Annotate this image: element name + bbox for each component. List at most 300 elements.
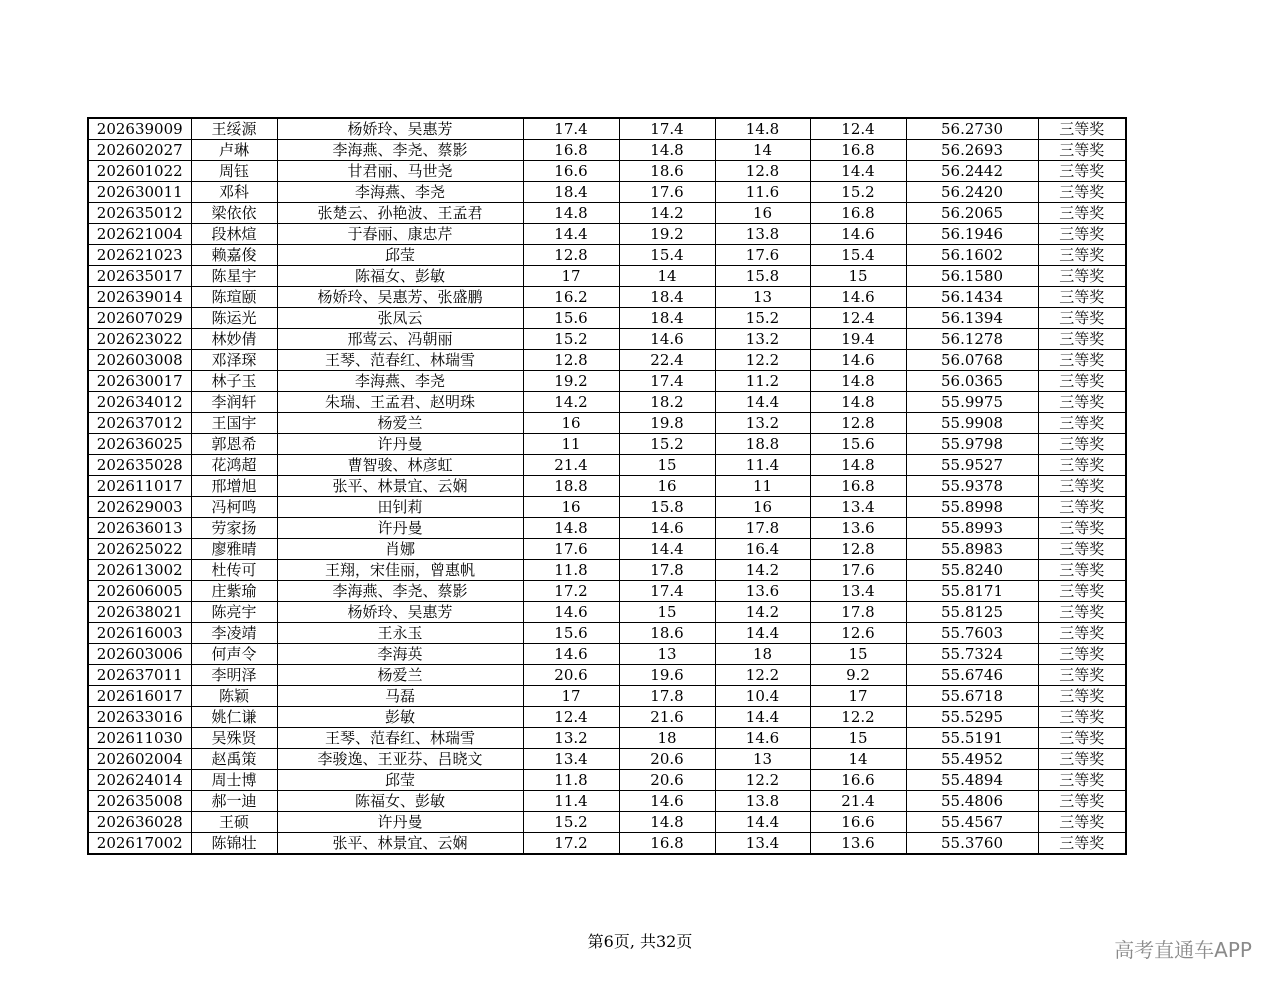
score-2-cell: 21.6	[619, 707, 715, 728]
total-score-cell: 56.2420	[906, 182, 1038, 203]
award-cell: 三等奖	[1038, 455, 1126, 476]
table-row	[88, 791, 1126, 812]
score-4-cell: 14.6	[810, 350, 906, 371]
score-3-cell: 16.4	[715, 539, 810, 560]
student-name-cell: 花鸿超	[191, 455, 277, 476]
table-row	[88, 266, 1126, 287]
score-3-cell: 12.2	[715, 665, 810, 686]
score-3-cell: 18	[715, 644, 810, 665]
table-row	[88, 476, 1126, 497]
table-row	[88, 749, 1126, 770]
award-cell: 三等奖	[1038, 287, 1126, 308]
student-id-cell: 202601022	[88, 161, 191, 182]
award-cell: 三等奖	[1038, 203, 1126, 224]
score-1-cell: 11.8	[523, 560, 619, 581]
score-4-cell: 12.2	[810, 707, 906, 728]
teachers-cell: 杨娇玲、吴惠芳、张盛鹏	[277, 287, 523, 308]
score-3-cell: 10.4	[715, 686, 810, 707]
student-name-cell: 邓科	[191, 182, 277, 203]
award-cell: 三等奖	[1038, 728, 1126, 749]
score-2-cell: 19.8	[619, 413, 715, 434]
teachers-cell: 李骏逸、王亚芬、吕晓文	[277, 749, 523, 770]
table-row	[88, 329, 1126, 350]
score-2-cell: 17.8	[619, 686, 715, 707]
score-1-cell: 17	[523, 686, 619, 707]
score-2-cell: 15.4	[619, 245, 715, 266]
student-name-cell: 陈运光	[191, 308, 277, 329]
student-id-cell: 202611030	[88, 728, 191, 749]
table-row	[88, 224, 1126, 245]
table-row	[88, 623, 1126, 644]
student-name-cell: 赵禹策	[191, 749, 277, 770]
table-row	[88, 560, 1126, 581]
award-cell: 三等奖	[1038, 140, 1126, 161]
score-1-cell: 13.4	[523, 749, 619, 770]
score-2-cell: 19.6	[619, 665, 715, 686]
total-score-cell: 55.4567	[906, 812, 1038, 833]
total-score-cell: 55.8993	[906, 518, 1038, 539]
score-1-cell: 15.6	[523, 308, 619, 329]
teachers-cell: 杨娇玲、吴惠芳	[277, 602, 523, 623]
total-score-cell: 55.8983	[906, 539, 1038, 560]
total-score-cell: 56.1580	[906, 266, 1038, 287]
student-name-cell: 李润轩	[191, 392, 277, 413]
score-1-cell: 16.8	[523, 140, 619, 161]
table-row	[88, 287, 1126, 308]
table-row	[88, 686, 1126, 707]
score-2-cell: 13	[619, 644, 715, 665]
score-2-cell: 14.6	[619, 518, 715, 539]
score-4-cell: 15	[810, 266, 906, 287]
student-name-cell: 卢琳	[191, 140, 277, 161]
score-1-cell: 17	[523, 266, 619, 287]
table-row	[88, 644, 1126, 665]
total-score-cell: 56.1946	[906, 224, 1038, 245]
award-cell: 三等奖	[1038, 539, 1126, 560]
score-2-cell: 16.8	[619, 833, 715, 855]
score-3-cell: 15.2	[715, 308, 810, 329]
score-2-cell: 14.6	[619, 329, 715, 350]
teachers-cell: 邱莹	[277, 245, 523, 266]
score-4-cell: 15.4	[810, 245, 906, 266]
score-2-cell: 17.6	[619, 182, 715, 203]
score-4-cell: 21.4	[810, 791, 906, 812]
score-1-cell: 12.8	[523, 245, 619, 266]
student-name-cell: 何声令	[191, 644, 277, 665]
total-score-cell: 55.9975	[906, 392, 1038, 413]
table-row	[88, 455, 1126, 476]
student-id-cell: 202602027	[88, 140, 191, 161]
score-3-cell: 14	[715, 140, 810, 161]
score-1-cell: 16	[523, 413, 619, 434]
teachers-cell: 彭敏	[277, 707, 523, 728]
score-4-cell: 14.6	[810, 287, 906, 308]
total-score-cell: 56.1394	[906, 308, 1038, 329]
score-1-cell: 15.2	[523, 329, 619, 350]
table-row	[88, 833, 1126, 855]
total-score-cell: 55.9798	[906, 434, 1038, 455]
score-1-cell: 18.8	[523, 476, 619, 497]
student-id-cell: 202636025	[88, 434, 191, 455]
student-name-cell: 邢增旭	[191, 476, 277, 497]
score-2-cell: 18.4	[619, 308, 715, 329]
student-name-cell: 陈锦壮	[191, 833, 277, 855]
award-cell: 三等奖	[1038, 434, 1126, 455]
watermark-text: 高考直通车APP	[1114, 938, 1252, 962]
score-1-cell: 14.8	[523, 203, 619, 224]
student-name-cell: 梁依依	[191, 203, 277, 224]
teachers-cell: 李海燕、李尧	[277, 182, 523, 203]
score-1-cell: 17.6	[523, 539, 619, 560]
teachers-cell: 李海燕、李尧、蔡影	[277, 581, 523, 602]
student-id-cell: 202639014	[88, 287, 191, 308]
score-2-cell: 17.8	[619, 560, 715, 581]
table-row	[88, 371, 1126, 392]
teachers-cell: 朱瑞、王孟君、赵明珠	[277, 392, 523, 413]
score-2-cell: 17.4	[619, 118, 715, 140]
table-row	[88, 581, 1126, 602]
score-3-cell: 11.6	[715, 182, 810, 203]
award-cell: 三等奖	[1038, 118, 1126, 140]
score-2-cell: 14.6	[619, 791, 715, 812]
table-row	[88, 497, 1126, 518]
student-id-cell: 202637012	[88, 413, 191, 434]
student-id-cell: 202639009	[88, 118, 191, 140]
table-row	[88, 413, 1126, 434]
student-name-cell: 林妙倩	[191, 329, 277, 350]
score-1-cell: 17.2	[523, 581, 619, 602]
teachers-cell: 李海燕、李尧、蔡影	[277, 140, 523, 161]
teachers-cell: 王琴、范春红、林瑞雪	[277, 350, 523, 371]
total-score-cell: 56.1602	[906, 245, 1038, 266]
score-3-cell: 13.8	[715, 224, 810, 245]
total-score-cell: 56.2693	[906, 140, 1038, 161]
score-1-cell: 11.4	[523, 791, 619, 812]
student-name-cell: 陈瑄颐	[191, 287, 277, 308]
score-1-cell: 17.4	[523, 118, 619, 140]
student-id-cell: 202635028	[88, 455, 191, 476]
student-id-cell: 202623022	[88, 329, 191, 350]
teachers-cell: 王翔，宋佳丽，曾惠帆	[277, 560, 523, 581]
award-cell: 三等奖	[1038, 266, 1126, 287]
total-score-cell: 55.3760	[906, 833, 1038, 855]
student-id-cell: 202624014	[88, 770, 191, 791]
total-score-cell: 56.1278	[906, 329, 1038, 350]
teachers-cell: 陈福女、彭敏	[277, 791, 523, 812]
teachers-cell: 杨娇玲、吴惠芳	[277, 118, 523, 140]
award-cell: 三等奖	[1038, 518, 1126, 539]
score-1-cell: 15.2	[523, 812, 619, 833]
score-4-cell: 12.4	[810, 118, 906, 140]
score-3-cell: 14.2	[715, 602, 810, 623]
score-3-cell: 16	[715, 203, 810, 224]
teachers-cell: 马磊	[277, 686, 523, 707]
teachers-cell: 甘君丽、马世尧	[277, 161, 523, 182]
score-3-cell: 14.2	[715, 560, 810, 581]
total-score-cell: 55.4806	[906, 791, 1038, 812]
total-score-cell: 55.5295	[906, 707, 1038, 728]
student-id-cell: 202635017	[88, 266, 191, 287]
teachers-cell: 许丹曼	[277, 518, 523, 539]
student-id-cell: 202635008	[88, 791, 191, 812]
table-row	[88, 518, 1126, 539]
score-1-cell: 16.2	[523, 287, 619, 308]
score-4-cell: 12.8	[810, 539, 906, 560]
score-4-cell: 15.6	[810, 434, 906, 455]
student-name-cell: 陈颖	[191, 686, 277, 707]
score-1-cell: 13.2	[523, 728, 619, 749]
student-name-cell: 王国宇	[191, 413, 277, 434]
student-id-cell: 202611017	[88, 476, 191, 497]
score-4-cell: 14.8	[810, 455, 906, 476]
table-row	[88, 350, 1126, 371]
score-3-cell: 11.2	[715, 371, 810, 392]
student-name-cell: 姚仁谦	[191, 707, 277, 728]
score-1-cell: 17.2	[523, 833, 619, 855]
score-1-cell: 14.4	[523, 224, 619, 245]
score-4-cell: 19.4	[810, 329, 906, 350]
score-3-cell: 13.2	[715, 329, 810, 350]
teachers-cell: 张平、林景宜、云娴	[277, 476, 523, 497]
award-cell: 三等奖	[1038, 161, 1126, 182]
teachers-cell: 许丹曼	[277, 434, 523, 455]
student-id-cell: 202630017	[88, 371, 191, 392]
score-3-cell: 11	[715, 476, 810, 497]
score-3-cell: 13.6	[715, 581, 810, 602]
table-row	[88, 728, 1126, 749]
student-id-cell: 202617002	[88, 833, 191, 855]
award-cell: 三等奖	[1038, 644, 1126, 665]
student-name-cell: 庄紫瑜	[191, 581, 277, 602]
student-id-cell: 202630011	[88, 182, 191, 203]
student-id-cell: 202603006	[88, 644, 191, 665]
table-row	[88, 182, 1126, 203]
student-id-cell: 202621023	[88, 245, 191, 266]
score-1-cell: 16.6	[523, 161, 619, 182]
score-4-cell: 15	[810, 728, 906, 749]
student-name-cell: 吴殊贤	[191, 728, 277, 749]
award-cell: 三等奖	[1038, 791, 1126, 812]
award-cell: 三等奖	[1038, 245, 1126, 266]
table-row	[88, 434, 1126, 455]
score-3-cell: 13	[715, 287, 810, 308]
score-2-cell: 16	[619, 476, 715, 497]
student-id-cell: 202636028	[88, 812, 191, 833]
student-id-cell: 202638021	[88, 602, 191, 623]
score-2-cell: 15	[619, 602, 715, 623]
score-2-cell: 14	[619, 266, 715, 287]
score-2-cell: 20.6	[619, 770, 715, 791]
score-1-cell: 19.2	[523, 371, 619, 392]
score-3-cell: 14.4	[715, 623, 810, 644]
student-id-cell: 202634012	[88, 392, 191, 413]
teachers-cell: 于春丽、康忠芹	[277, 224, 523, 245]
score-3-cell: 12.2	[715, 770, 810, 791]
score-2-cell: 15.2	[619, 434, 715, 455]
score-4-cell: 14.4	[810, 161, 906, 182]
score-2-cell: 18.6	[619, 161, 715, 182]
award-cell: 三等奖	[1038, 560, 1126, 581]
score-4-cell: 13.4	[810, 497, 906, 518]
score-4-cell: 15.2	[810, 182, 906, 203]
award-cell: 三等奖	[1038, 623, 1126, 644]
score-4-cell: 16.6	[810, 812, 906, 833]
teachers-cell: 杨爱兰	[277, 413, 523, 434]
student-id-cell: 202633016	[88, 707, 191, 728]
score-3-cell: 17.8	[715, 518, 810, 539]
score-2-cell: 17.4	[619, 371, 715, 392]
score-3-cell: 11.4	[715, 455, 810, 476]
table-row	[88, 770, 1126, 791]
total-score-cell: 55.9378	[906, 476, 1038, 497]
score-3-cell: 13	[715, 749, 810, 770]
student-id-cell: 202602004	[88, 749, 191, 770]
table-row	[88, 539, 1126, 560]
score-2-cell: 14.2	[619, 203, 715, 224]
score-3-cell: 12.2	[715, 350, 810, 371]
score-4-cell: 12.6	[810, 623, 906, 644]
student-name-cell: 李明泽	[191, 665, 277, 686]
total-score-cell: 56.2730	[906, 118, 1038, 140]
score-3-cell: 14.4	[715, 392, 810, 413]
teachers-cell: 杨爱兰	[277, 665, 523, 686]
score-2-cell: 14.8	[619, 812, 715, 833]
student-name-cell: 陈星宇	[191, 266, 277, 287]
award-cell: 三等奖	[1038, 812, 1126, 833]
table-row	[88, 602, 1126, 623]
score-3-cell: 15.8	[715, 266, 810, 287]
score-4-cell: 14	[810, 749, 906, 770]
award-cell: 三等奖	[1038, 581, 1126, 602]
score-3-cell: 14.4	[715, 707, 810, 728]
award-cell: 三等奖	[1038, 833, 1126, 855]
total-score-cell: 55.7324	[906, 644, 1038, 665]
score-2-cell: 18.2	[619, 392, 715, 413]
score-3-cell: 12.8	[715, 161, 810, 182]
score-4-cell: 16.8	[810, 140, 906, 161]
student-name-cell: 赖嘉俊	[191, 245, 277, 266]
student-id-cell: 202606005	[88, 581, 191, 602]
student-id-cell: 202616017	[88, 686, 191, 707]
table-row	[88, 118, 1126, 140]
score-1-cell: 11	[523, 434, 619, 455]
award-cell: 三等奖	[1038, 371, 1126, 392]
student-id-cell: 202629003	[88, 497, 191, 518]
score-1-cell: 20.6	[523, 665, 619, 686]
total-score-cell: 55.8125	[906, 602, 1038, 623]
student-name-cell: 冯柯鸣	[191, 497, 277, 518]
award-cell: 三等奖	[1038, 308, 1126, 329]
total-score-cell: 55.8240	[906, 560, 1038, 581]
total-score-cell: 55.4894	[906, 770, 1038, 791]
student-name-cell: 廖雅晴	[191, 539, 277, 560]
total-score-cell: 55.8171	[906, 581, 1038, 602]
student-id-cell: 202613002	[88, 560, 191, 581]
score-2-cell: 17.4	[619, 581, 715, 602]
total-score-cell: 55.8998	[906, 497, 1038, 518]
score-4-cell: 13.4	[810, 581, 906, 602]
award-cell: 三等奖	[1038, 413, 1126, 434]
award-cell: 三等奖	[1038, 392, 1126, 413]
student-id-cell: 202607029	[88, 308, 191, 329]
score-2-cell: 20.6	[619, 749, 715, 770]
student-id-cell: 202636013	[88, 518, 191, 539]
award-cell: 三等奖	[1038, 665, 1126, 686]
score-3-cell: 13.4	[715, 833, 810, 855]
award-cell: 三等奖	[1038, 749, 1126, 770]
teachers-cell: 田钊莉	[277, 497, 523, 518]
score-1-cell: 21.4	[523, 455, 619, 476]
table-row	[88, 203, 1126, 224]
teachers-cell: 许丹曼	[277, 812, 523, 833]
score-2-cell: 18.4	[619, 287, 715, 308]
score-4-cell: 14.8	[810, 371, 906, 392]
score-2-cell: 18	[619, 728, 715, 749]
student-name-cell: 邓泽琛	[191, 350, 277, 371]
teachers-cell: 张平、林景宜、云娴	[277, 833, 523, 855]
score-3-cell: 13.8	[715, 791, 810, 812]
student-id-cell: 202637011	[88, 665, 191, 686]
score-4-cell: 16.8	[810, 476, 906, 497]
teachers-cell: 张凤云	[277, 308, 523, 329]
student-id-cell: 202616003	[88, 623, 191, 644]
score-3-cell: 13.2	[715, 413, 810, 434]
score-4-cell: 16.8	[810, 203, 906, 224]
teachers-cell: 李海燕、李尧	[277, 371, 523, 392]
teachers-cell: 王永玉	[277, 623, 523, 644]
total-score-cell: 55.9908	[906, 413, 1038, 434]
teachers-cell: 陈福女、彭敏	[277, 266, 523, 287]
score-1-cell: 14.6	[523, 602, 619, 623]
score-3-cell: 14.8	[715, 118, 810, 140]
score-3-cell: 18.8	[715, 434, 810, 455]
score-4-cell: 14.8	[810, 392, 906, 413]
table-row	[88, 245, 1126, 266]
table-row	[88, 812, 1126, 833]
score-4-cell: 15	[810, 644, 906, 665]
score-4-cell: 9.2	[810, 665, 906, 686]
score-4-cell: 14.6	[810, 224, 906, 245]
total-score-cell: 55.5191	[906, 728, 1038, 749]
student-name-cell: 郝一迪	[191, 791, 277, 812]
score-2-cell: 14.4	[619, 539, 715, 560]
student-name-cell: 陈亮宇	[191, 602, 277, 623]
table-row	[88, 161, 1126, 182]
score-4-cell: 13.6	[810, 833, 906, 855]
score-4-cell: 17.6	[810, 560, 906, 581]
table-row	[88, 392, 1126, 413]
student-name-cell: 王硕	[191, 812, 277, 833]
score-1-cell: 12.8	[523, 350, 619, 371]
student-id-cell: 202635012	[88, 203, 191, 224]
score-1-cell: 18.4	[523, 182, 619, 203]
teachers-cell: 王琴、范春红、林瑞雪	[277, 728, 523, 749]
award-cell: 三等奖	[1038, 224, 1126, 245]
teachers-cell: 张楚云、孙艳波、王孟君	[277, 203, 523, 224]
award-cell: 三等奖	[1038, 182, 1126, 203]
student-name-cell: 林子玉	[191, 371, 277, 392]
student-name-cell: 王绥源	[191, 118, 277, 140]
teachers-cell: 李海英	[277, 644, 523, 665]
score-3-cell: 14.4	[715, 812, 810, 833]
student-name-cell: 周钰	[191, 161, 277, 182]
table-row	[88, 707, 1126, 728]
page-number: 第6页, 共32页	[587, 932, 693, 951]
teachers-cell: 肖娜	[277, 539, 523, 560]
student-name-cell: 李凌靖	[191, 623, 277, 644]
total-score-cell: 56.2442	[906, 161, 1038, 182]
table-row	[88, 140, 1126, 161]
